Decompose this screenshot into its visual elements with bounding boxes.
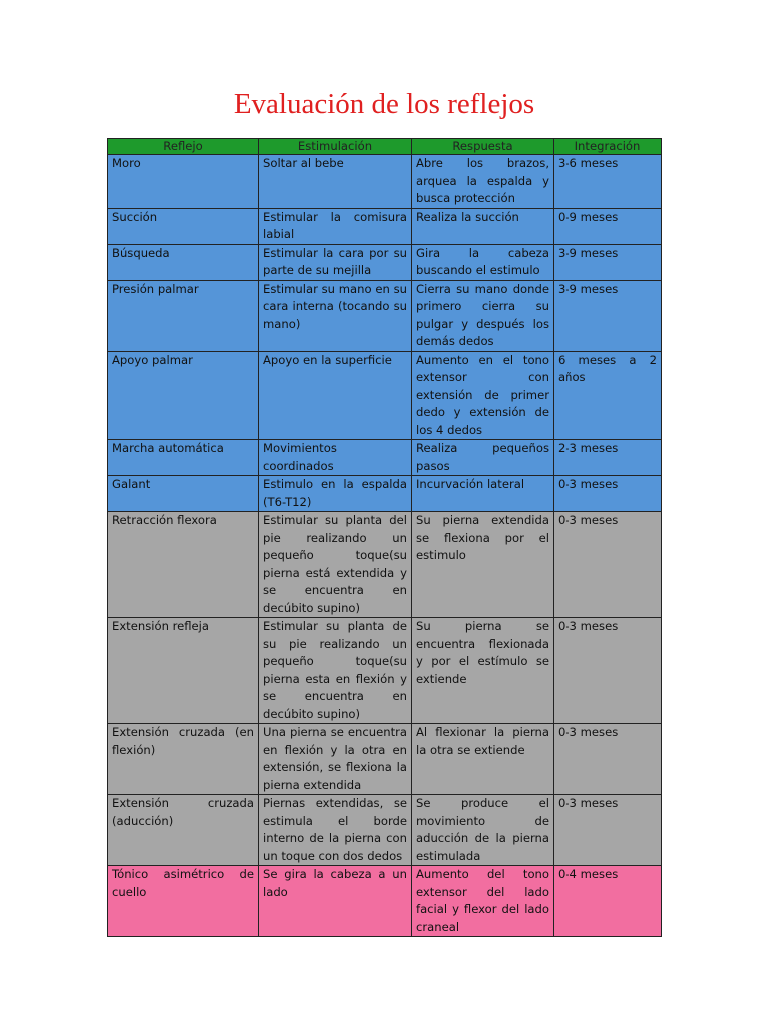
cell-estimulacion: Piernas extendidas, se estimula el borde interno de la pierna con un toque con dos dedos xyxy=(259,795,412,866)
cell-integracion: 0-4 meses xyxy=(554,866,662,937)
cell-respuesta: Su pierna extendida se flexiona por el estimulo xyxy=(412,512,554,618)
cell-reflejo: Extensión cruzada (aducción) xyxy=(108,795,259,866)
table-header-row xyxy=(108,139,662,155)
cell-integracion: 0-3 meses xyxy=(554,512,662,618)
cell-reflejo: Búsqueda xyxy=(108,244,259,280)
table-row xyxy=(108,155,662,209)
cell-estimulacion: Estimulo en la espalda (T6-T12) xyxy=(259,476,412,512)
cell-integracion: 6 meses a 2 años xyxy=(554,351,662,440)
table-row xyxy=(108,512,662,618)
cell-integracion: 3-9 meses xyxy=(554,280,662,351)
cell-respuesta: Realiza la succión xyxy=(412,208,554,244)
cell-respuesta: Aumento del tono extensor del lado facial y flexor del lado craneal xyxy=(412,866,554,937)
cell-integracion: 3-9 meses xyxy=(554,244,662,280)
cell-respuesta: Gira la cabeza buscando el estimulo xyxy=(412,244,554,280)
cell-estimulacion: Apoyo en la superficie xyxy=(259,351,412,440)
header-estimulacion: Estimulación xyxy=(259,139,412,155)
cell-estimulacion: Movimientos coordinados xyxy=(259,440,412,476)
page-title: Evaluación de los reflejos xyxy=(233,88,535,120)
header-respuesta: Respuesta xyxy=(412,139,554,155)
table-row xyxy=(108,244,662,280)
table-row xyxy=(108,795,662,866)
cell-reflejo: Extensión cruzada (en flexión) xyxy=(108,724,259,795)
cell-reflejo: Marcha automática xyxy=(108,440,259,476)
header-integracion: Integración xyxy=(554,139,662,155)
table-row xyxy=(108,280,662,351)
cell-respuesta: Realiza pequeños pasos xyxy=(412,440,554,476)
cell-integracion: 3-6 meses xyxy=(554,155,662,209)
cell-reflejo: Retracción flexora xyxy=(108,512,259,618)
cell-integracion: 0-3 meses xyxy=(554,476,662,512)
cell-reflejo: Galant xyxy=(108,476,259,512)
cell-integracion: 0-3 meses xyxy=(554,724,662,795)
cell-estimulacion: Estimular su mano en su cara interna (tocando su mano) xyxy=(259,280,412,351)
cell-respuesta: Su pierna se encuentra flexionada y por el estímulo se extiende xyxy=(412,618,554,724)
cell-integracion: 0-3 meses xyxy=(554,795,662,866)
cell-respuesta: Se produce el movimiento de aducción de la pierna estimulada xyxy=(412,795,554,866)
cell-estimulacion: Estimular su planta del pie realizando un pequeño toque(su pierna está extendida y se encuentra en decúbito supino) xyxy=(259,512,412,618)
cell-estimulacion: Una pierna se encuentra en flexión y la otra en extensión, se flexiona la pierna extendida xyxy=(259,724,412,795)
cell-estimulacion: Estimular la cara por su parte de su mejilla xyxy=(259,244,412,280)
table-row xyxy=(108,208,662,244)
cell-estimulacion: Soltar al bebe xyxy=(259,155,412,209)
table-row xyxy=(108,724,662,795)
cell-respuesta: Al flexionar la pierna la otra se extiende xyxy=(412,724,554,795)
cell-integracion: 2-3 meses xyxy=(554,440,662,476)
cell-respuesta: Incurvación lateral xyxy=(412,476,554,512)
table-row xyxy=(108,351,662,440)
cell-reflejo: Apoyo palmar xyxy=(108,351,259,440)
cell-estimulacion: Estimular su planta de su pie realizando un pequeño toque(su pierna esta en flexión y se encuentra en decúbito supino) xyxy=(259,618,412,724)
cell-integracion: 0-3 meses xyxy=(554,618,662,724)
cell-reflejo: Tónico asimétrico de cuello xyxy=(108,866,259,937)
cell-respuesta: Cierra su mano donde primero cierra su pulgar y después los demás dedos xyxy=(412,280,554,351)
table-row xyxy=(108,440,662,476)
reflex-table xyxy=(107,138,662,937)
table-row xyxy=(108,618,662,724)
cell-reflejo: Succión xyxy=(108,208,259,244)
cell-reflejo: Moro xyxy=(108,155,259,209)
cell-integracion: 0-9 meses xyxy=(554,208,662,244)
cell-reflejo: Presión palmar xyxy=(108,280,259,351)
table-row xyxy=(108,866,662,937)
table-row xyxy=(108,476,662,512)
cell-estimulacion: Estimular la comisura labial xyxy=(259,208,412,244)
cell-reflejo: Extensión refleja xyxy=(108,618,259,724)
header-reflejo: Reflejo xyxy=(108,139,259,155)
cell-estimulacion: Se gira la cabeza a un lado xyxy=(259,866,412,937)
cell-respuesta: Abre los brazos, arquea la espalda y busca protección xyxy=(412,155,554,209)
cell-respuesta: Aumento en el tono extensor con extensión de primer dedo y extensión de los 4 dedos xyxy=(412,351,554,440)
